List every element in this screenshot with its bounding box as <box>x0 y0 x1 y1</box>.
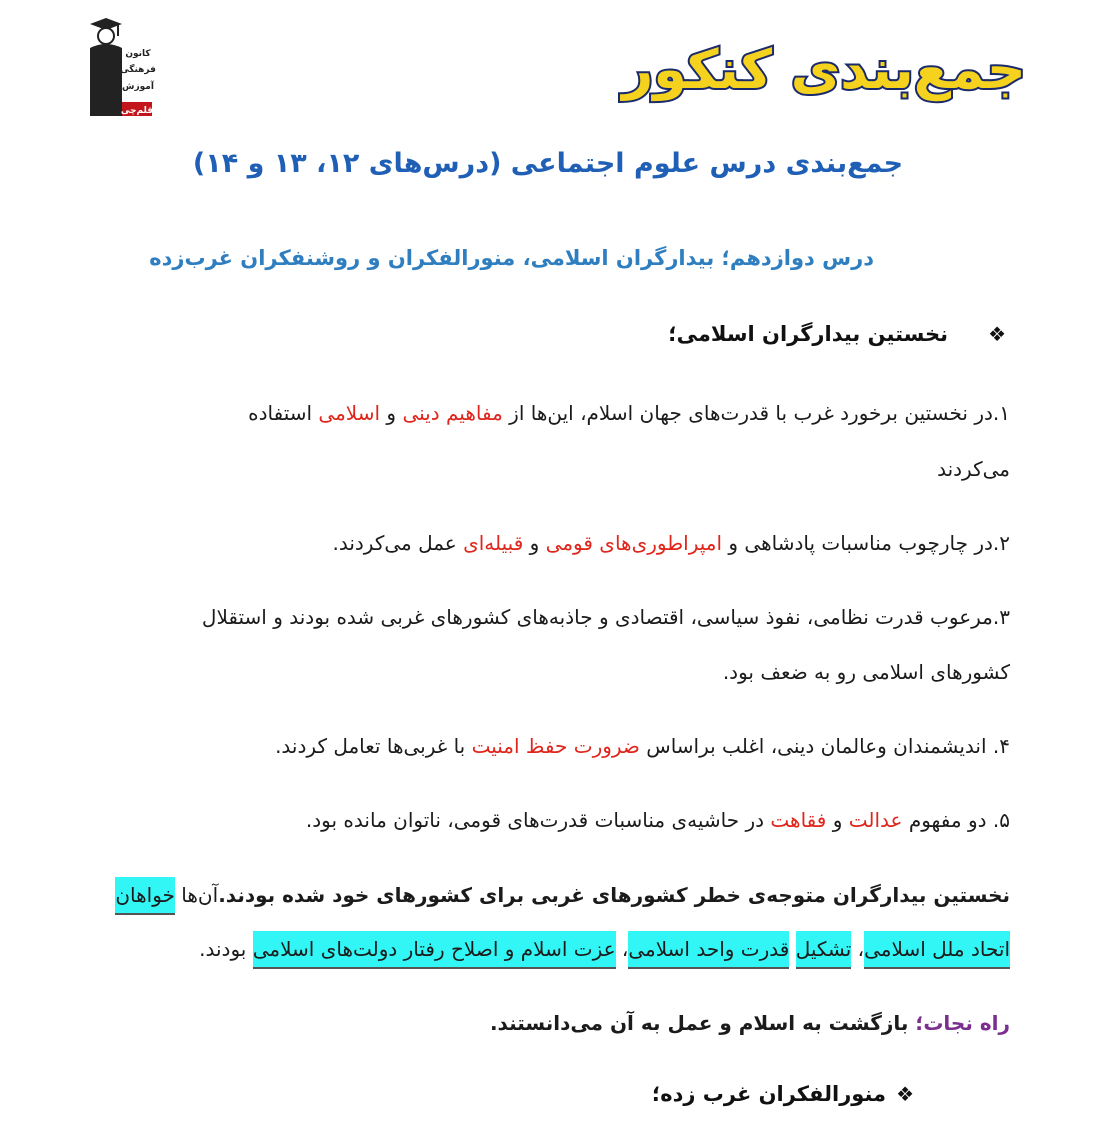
point-3-line-2: کشورهای اسلامی رو به ضعف بود. <box>722 660 1010 684</box>
point-6-sep-1: ، <box>851 937 865 961</box>
svg-text:جمع‌بندی کنکور: جمع‌بندی کنکور <box>622 38 1026 101</box>
point-2-red-term-2: قبیله‌ای <box>463 531 524 555</box>
point-6-line-2 <box>199 934 1010 964</box>
highlight-islamic-unity: اتحاد ملل اسلامی <box>864 931 1010 969</box>
point-6-plain: آن‌ها <box>174 883 219 907</box>
point-1-line-2: می‌کردند <box>937 457 1010 481</box>
point-2-and: و <box>523 531 546 555</box>
point-4-suffix: با غربی‌ها تعامل کردند. <box>275 734 472 758</box>
highlight-dignity-reform: عزت اسلام و اصلاح رفتار دولت‌های اسلامی <box>253 931 616 969</box>
svg-text:آموزش: آموزش <box>122 82 154 92</box>
point-6-line-1 <box>115 880 1010 910</box>
highlight-single-power: قدرت واحد اسلامی <box>628 931 789 969</box>
point-2-suffix: عمل می‌کردند. <box>332 531 464 555</box>
section-heading-text: نخستین بیدارگران اسلامی؛ <box>668 322 949 346</box>
point-4-red-term: ضرورت حفظ امنیت <box>471 734 640 758</box>
highlight-formation: تشکیل <box>796 931 852 969</box>
svg-text:فرهنگی: فرهنگی <box>120 65 156 75</box>
point-2-red-term: امپراطوری‌های قومی <box>545 531 723 555</box>
svg-text:قلم‌چی: قلم‌چی <box>120 106 154 116</box>
point-5-red-term-2: فقاهت <box>770 808 827 832</box>
kanoon-logo <box>84 16 156 118</box>
point-2-text: ۲.در چارچوب مناسبات پادشاهی و <box>722 531 1010 555</box>
point-6-end: بودند. <box>199 937 253 961</box>
section-heading-awakeners <box>668 322 1006 346</box>
document-title: جمع‌بندی درس علوم اجتماعی (درس‌های ۱۲، ۱۳ و ۱۴) <box>192 148 904 179</box>
point-1-text: ۱.در نخستین برخورد غرب با قدرت‌های جهان اسلام، این‌ها از <box>502 401 1010 425</box>
point-5-and: و <box>826 808 849 832</box>
point-6-bold-text: نخستین بیدارگران متوجه‌ی خطر کشورهای غربی برای کشورهای خود شده بودند. <box>218 883 1010 907</box>
section-heading-intellectuals <box>652 1082 914 1106</box>
point-1-suffix: استفاده <box>248 401 319 425</box>
point-5-suffix: در حاشیه‌ی مناسبات قدرت‌های قومی، ناتوان مانده بود. <box>305 808 771 832</box>
point-1-red-term: مفاهیم دینی <box>402 401 503 425</box>
point-4 <box>275 731 1010 761</box>
point-1-and: و <box>380 401 403 425</box>
brand-logo <box>622 28 1026 108</box>
point-6-space <box>789 937 795 961</box>
lesson-title: درس دوازدهم؛ بیدارگران اسلامی، منورالفکران و روشنفکران غرب‌زده <box>149 246 874 270</box>
salvation-text: بازگشت به اسلام و عمل به آن می‌دانستند. <box>489 1011 916 1035</box>
point-3-line-1: ۳.مرعوب قدرت نظامی، نفوذ سیاسی، اقتصادی و جاذبه‌های کشورهای غربی شده بودند و استقلال <box>201 605 1010 629</box>
point-5-red-term: عدالت <box>848 808 903 832</box>
bullet-diamond-icon: ❖ <box>896 1082 914 1106</box>
svg-text:کانون: کانون <box>125 49 151 59</box>
salvation-label: راه نجات؛ <box>915 1011 1010 1035</box>
point-1 <box>248 398 1010 428</box>
point-2 <box>332 528 1010 558</box>
bullet-diamond-icon: ❖ <box>988 322 1006 346</box>
point-1-red-term-2: اسلامی <box>318 401 381 425</box>
point-7 <box>490 1008 1010 1038</box>
point-6-sep-2: ، <box>615 937 629 961</box>
highlight-demand: خواهان <box>115 877 175 915</box>
point-5-text: ۵. دو مفهوم <box>902 808 1010 832</box>
point-5 <box>306 805 1010 835</box>
section-heading-text: منورالفکران غرب زده؛ <box>651 1082 887 1106</box>
point-4-text: ۴. اندیشمندان وعالمان دینی، اغلب براساس <box>639 734 1010 758</box>
